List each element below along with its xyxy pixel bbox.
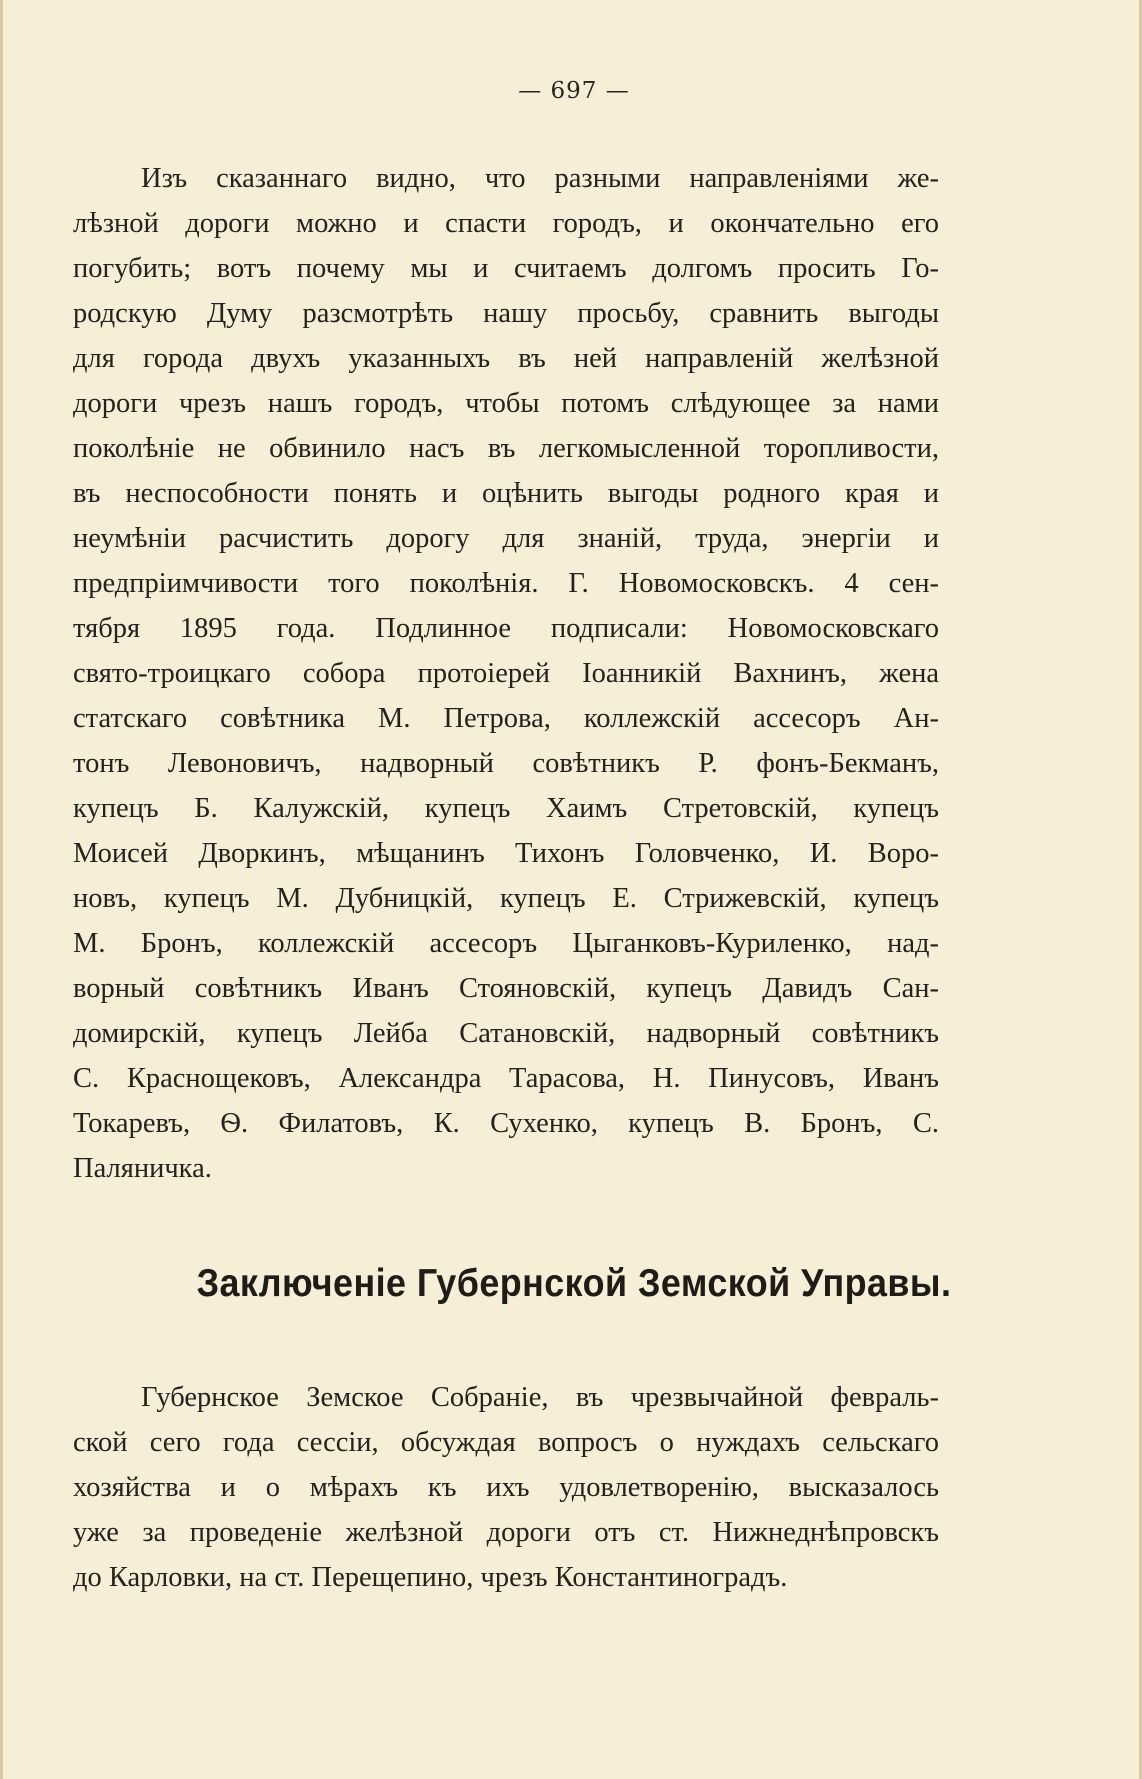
- text-line: статскаго совѣтника М. Петрова, коллежскій ассесоръ Ан-: [73, 703, 939, 734]
- text-line: домирскій, купецъ Лейба Сатановскій, надворный совѣтникъ: [73, 1018, 939, 1049]
- text-line: ворный совѣтникъ Иванъ Стояновскій, купецъ Давидъ Сан-: [73, 973, 939, 1004]
- text-line: Губернское Земское Собраніе, въ чрезвычайной февраль-: [141, 1382, 939, 1413]
- text-line: Паляничка.: [73, 1153, 212, 1184]
- zemstvo-paragraph: [73, 1375, 939, 1600]
- page-number: — 697 —: [518, 78, 630, 104]
- text-line: купецъ Б. Калужскій, купецъ Хаимъ Стретовскій, купецъ: [73, 793, 939, 824]
- text-line: для города двухъ указанныхъ въ ней направленій желѣзной: [73, 343, 939, 374]
- text-line: до Карловки, на ст. Перещепино, чрезъ Константиноградъ.: [73, 1562, 788, 1593]
- text-line: родскую Думу разсмотрѣть нашу просьбу, сравнить выгоды: [73, 298, 939, 329]
- text-line: Изъ сказаннаго видно, что разными направленіями же-: [141, 163, 939, 194]
- text-line: тонъ Левоновичъ, надворный совѣтникъ Р. фонъ-Бекманъ,: [73, 748, 939, 779]
- petition-paragraph: [73, 156, 939, 1191]
- text-line: Моисей Дворкинъ, мѣщанинъ Тихонъ Головченко, И. Воро-: [73, 838, 939, 869]
- text-line: М. Бронъ, коллежскій ассесоръ Цыганковъ-Куриленко, над-: [73, 928, 939, 959]
- text-line: Токаревъ, Ѳ. Филатовъ, К. Сухенко, купецъ В. Бронъ, С.: [73, 1108, 939, 1139]
- text-line: С. Краснощековъ, Александра Тарасова, Н. Пинусовъ, Иванъ: [73, 1063, 939, 1094]
- text-line: погубить; вотъ почему мы и считаемъ долгомъ просить Го-: [73, 253, 939, 284]
- text-line: неумѣніи расчистить дорогу для знаній, труда, энергіи и: [73, 523, 939, 554]
- text-line: хозяйства и о мѣрахъ къ ихъ удовлетворенію, высказалось: [73, 1472, 939, 1503]
- text-line: лѣзной дороги можно и спасти городъ, и окончательно его: [73, 208, 939, 239]
- text-line: тября 1895 года. Подлинное подписали: Новомосковскаго: [73, 613, 939, 644]
- text-line: новъ, купецъ М. Дубницкій, купецъ Е. Стрижевскій, купецъ: [73, 883, 939, 914]
- text-line: дороги чрезъ нашъ городъ, чтобы потомъ слѣдующее за нами: [73, 388, 939, 419]
- section-heading: Заключеніе Губернской Земской Управы.: [196, 1262, 952, 1305]
- text-line: поколѣніе не обвинило насъ въ легкомысленной торопливости,: [73, 433, 939, 464]
- text-line: уже за проведеніе желѣзной дороги отъ ст. Нижнеднѣпровскъ: [73, 1517, 939, 1548]
- text-line: предпріимчивости того поколѣнія. Г. Новомосковскъ. 4 сен-: [73, 568, 939, 599]
- text-line: въ неспособности понять и оцѣнить выгоды родного края и: [73, 478, 939, 509]
- text-line: свято-троицкаго собора протоіерей Іоанникій Вахнинъ, жена: [73, 658, 939, 689]
- text-line: ской сего года сессіи, обсуждая вопросъ о нуждахъ сельскаго: [73, 1427, 939, 1458]
